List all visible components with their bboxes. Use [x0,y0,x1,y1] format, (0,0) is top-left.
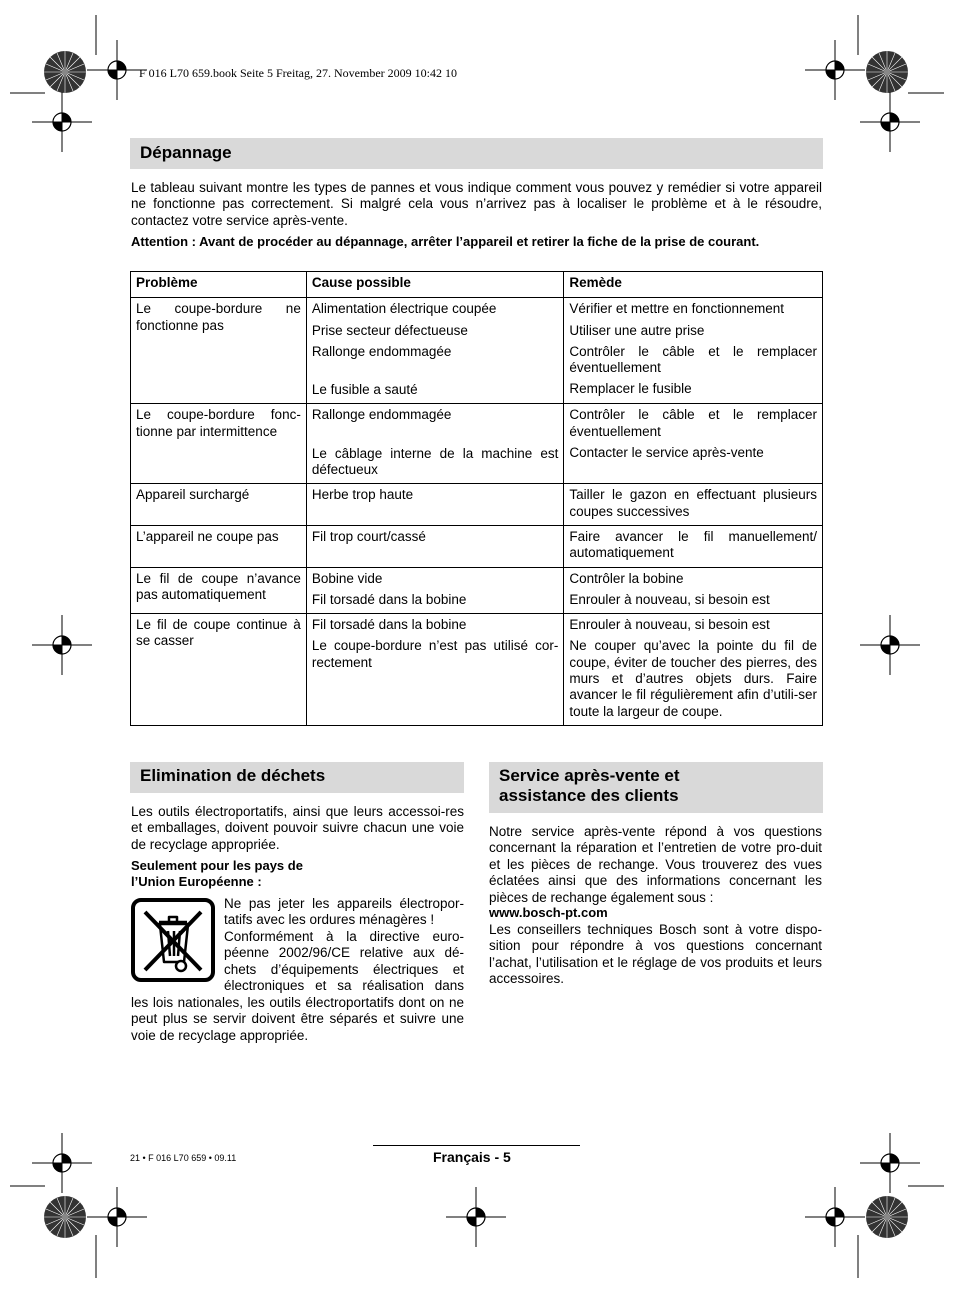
remedy-line: Contacter le service après-vente [569,445,764,461]
service-url[interactable]: www.bosch-pt.com [489,905,608,920]
section-title-service [489,762,823,813]
table-row [131,614,823,726]
table-row [131,484,823,526]
cause-cell [306,614,564,726]
remedy-cell [564,567,823,614]
cause-line: Herbe trop haute [311,487,414,503]
cause-cell [306,525,564,567]
remedy-line: Enrouler à nouveau, si besoin est [569,617,770,633]
cause-cell [306,404,564,484]
section-title-text: Service après-vente et [499,766,680,785]
eu-heading-line: l’Union Européenne : [131,874,262,890]
problem-cell: L’appareil ne coupe pas [131,525,307,567]
service-advisors: Les conseillers techniques Bosch sont à votre dispo-sition pour répondre à vos questions concernant l’achat, l’utilisation et le réglage de vos produits et leurs accessoires. [489,922,822,987]
elimination-directive-wrapped [224,896,464,994]
table-header-row [131,272,823,298]
remedy-cell [564,484,823,526]
eu-heading-line: Seulement pour les pays de [131,858,303,873]
remedy-line: Contrôler le câble et le remplacer éventuellement [569,407,817,439]
print-header-info: F 016 L70 659.book Seite 5 Freitag, 27. November 2009 10:42 10 [139,66,457,80]
footer-rule [373,1145,580,1146]
column-header-cause: Cause possible [306,272,564,298]
text-line: tatifs avec les ordures ménagères ! [224,912,435,928]
problem-cell: Le coupe-bordure fonc-tionne par intermittence [131,404,307,484]
remedy-line: Ne couper qu’avec la pointe du fil de coupe, éviter de toucher des pierres, des murs et d’autres objets durs. Faire avancer le fil régulièrement afin d’utili-ser toute la largeur de coupe. [569,638,817,719]
table-row [131,298,823,404]
remedy-line: Remplacer le fusible [569,381,692,397]
footer-page-label: Français - 5 [433,1149,511,1165]
remedy-line: Vérifier et mettre en fonctionnement [569,301,784,317]
depannage-intro: Le tableau suivant montre les types de pannes et vous indique comment vous pouvez y remédier si votre appareil ne fonctionne pas correctement. Si malgré cela vous n’arrivez pas à localiser le problème et à le résoudre, contactez votre service après-vente. [131,180,822,228]
problem-cell: Le coupe-bordure ne fonctionne pas [131,298,307,404]
remedy-cell [564,298,823,404]
column-header-remede: Remède [564,272,823,298]
cause-cell [306,298,564,404]
elimination-directive-rest: les lois nationales, les outils électroportatifs dont on ne peut plus se servir doivent être séparés et suivre une voie de recyclage appropriée. [131,995,464,1043]
text-line: Conformément à la directive euro- [224,928,464,944]
problem-cell: Le fil de coupe n’avance pas automatiquement [131,567,307,614]
problem-cell: Appareil surchargé [131,484,307,526]
remedy-line: Faire avancer le fil manuellement/ automatiquement [569,528,817,561]
section-title-text: Dépannage [140,143,232,162]
cause-line: Le coupe-bordure n’est pas utilisé cor-rectement [311,638,559,670]
remedy-line: Utiliser une autre prise [569,322,705,338]
cause-line: Le fusible a sauté [311,382,418,398]
remedy-line: Tailler le gazon en effectuant plusieurs coupes successives [569,487,817,519]
cause-line: Rallonge endommagée [311,407,452,423]
remedy-line: Contrôler le câble et le remplacer éventuellement [569,343,817,376]
section-title-text: Elimination de déchets [140,766,326,785]
text-line: Ne pas jeter les appareils électropor- [224,896,464,911]
crossed-bin-icon [131,898,215,982]
troubleshooting-table [130,271,823,726]
footer-doc-code: 21 • F 016 L70 659 • 09.11 [130,1153,237,1163]
cause-line: Rallonge endommagée [311,343,452,359]
service-intro: Notre service après-vente répond à vos questions concernant la réparation et l’entretien de votre pro-duit et les pièces de rechange. Vous trouverez des vues éclatées ainsi que des informations concernant les pièces de rechange également sous : [489,824,822,905]
remedy-line: Enrouler à nouveau, si besoin est [569,591,770,607]
column-header-probleme: Problème [131,272,307,298]
text-line: chets d’équipements électriques et [224,961,464,977]
table-row [131,525,823,567]
cause-line: Alimentation électrique coupée [311,301,497,317]
table-row [131,404,823,484]
cause-line: Bobine vide [311,570,383,586]
remedy-line: Contrôler la bobine [569,570,684,586]
remedy-cell [564,614,823,726]
cause-line: Fil trop court/cassé [311,528,426,544]
eu-heading [131,858,464,891]
text-line: péenne 2002/96/CE relative aux dé- [224,945,464,961]
text-line: électroniques et sa réalisation dans [224,978,464,994]
section-title-text: assistance des clients [499,786,679,805]
cause-line: Le câblage interne de la machine est défectueux [311,445,559,478]
table-row [131,567,823,614]
elimination-intro: Les outils électroportatifs, ainsi que leurs accessoi-res et emballages, doivent pouvoir suivre chacun une voie de recyclage appropriée. [131,804,464,852]
section-title-elimination [130,762,464,793]
cause-line: Fil torsadé dans la bobine [311,617,467,633]
section-title-depannage [130,138,823,169]
remedy-cell [564,404,823,484]
remedy-cell [564,525,823,567]
cause-cell [306,567,564,614]
cause-line: Fil torsadé dans la bobine [311,591,467,607]
problem-cell: Le fil de coupe continue à se casser [131,614,307,726]
depannage-attention: Attention : Avant de procéder au dépannage, arrêter l’appareil et retirer la fiche de la prise de courant. [131,234,760,249]
cause-line: Prise secteur défectueuse [311,322,468,338]
cause-cell [306,484,564,526]
